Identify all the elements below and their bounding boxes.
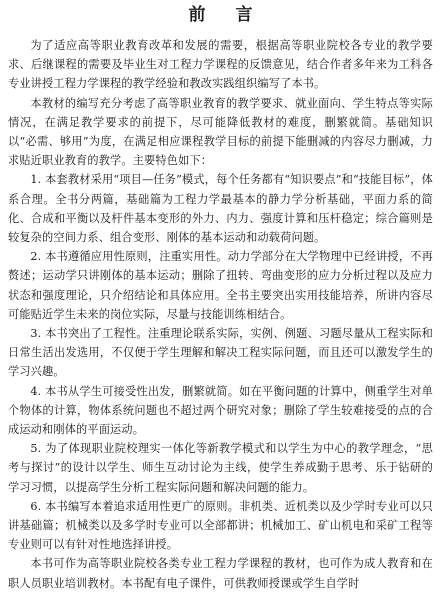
preface-body	[8, 36, 433, 593]
paragraph-7: 5. 为了体现职业院校理实一体化等新教学模式和以学生为中心的教学理念，“思考与探讨”的设计以学生、师生互动讨论为主线，使学生养成勤于思考、乐于钻研的学习习惯，以提高学生分析工程实际问题和解决问题的能力。	[8, 442, 433, 494]
paragraph-5: 3. 本书突出了工程性。注重理论联系实际，实例、例题、习题尽量从工程实际和日常生活出发选用，不仅便于学生理解和解决工程实际问题，而且还可以激发学生的学习兴趣。	[8, 327, 433, 379]
paragraph-4: 2. 本书遵循应用性原则，注重实用性。动力学部分在大学物理中已经讲授，不再赘述；运动学只讲刚体的基本运动；删除了扭转、弯曲变形的应力分析过程以及应力状态和强度理论，只介绍结论和具体应用。全书主要突出实用技能培养，所讲内容尽可能贴近学生未来的岗位实际，尽量与技能训练相结合。	[8, 250, 433, 321]
paragraph-2: 本教材的编写充分考虑了高等职业教育的教学要求、就业面向、学生特点等实际情况，在满足教学要求的前提下，尽可能降低教材的难度，删繁就简。基础知识以“必需、够用”为度，在满足相应课程教学目标的前提下能删减的内容尽力删减，力求贴近职业教育的教学。主要特色如下：	[8, 96, 433, 168]
paragraph-3: 1. 本套教材采用“项目—任务”模式，每个任务都有“知识要点”和“技能目标”，体系合理。全书分两篇，基础篇为工程力学最基本的静力学分析基础，平面力系的简化、合成和平衡以及杆件基本变形的外力、内力、强度计算和压杆稳定；综合篇则是较复杂的空间力系、组合变形、刚体的基本运动和动载荷问题。	[8, 173, 433, 245]
page-title: 前 言	[188, 5, 265, 25]
paragraph-8: 6. 本书编写本着追求适用性更广的原则。非机类、近机类以及少学时专业可以只讲基础篇；机械类以及多学时专业可以全部都讲；机械加工、矿山机电和采矿工程等专业则可以有针对性地选择讲授。	[8, 499, 433, 552]
paragraph-9: 本书可作为高等职业院校各类专业工程力学课程的教材，也可作为成人教育和在职人员职业培训教材。本书配有电子课件，可供教师授课或学生自学时	[8, 557, 433, 590]
paragraph-6: 4. 本书从学生可接受性出发，删繁就简。如在平衡问题的计算中，侧重学生对单个物体的计算，物体系统问题也不超过两个研究对象；删除了学生较难接受的点的合成运动和刚体的平面运动。	[8, 384, 433, 437]
paragraph-1: 为了适应高等职业教育改革和发展的需要，根据高等职业院校各专业的教学要求、后继课程的需要及毕业生对工程力学课程的反馈意见，结合作者多年来为工科各专业讲授工程力学课程的教学经验和教改实践组织编写了本书。	[8, 39, 433, 91]
